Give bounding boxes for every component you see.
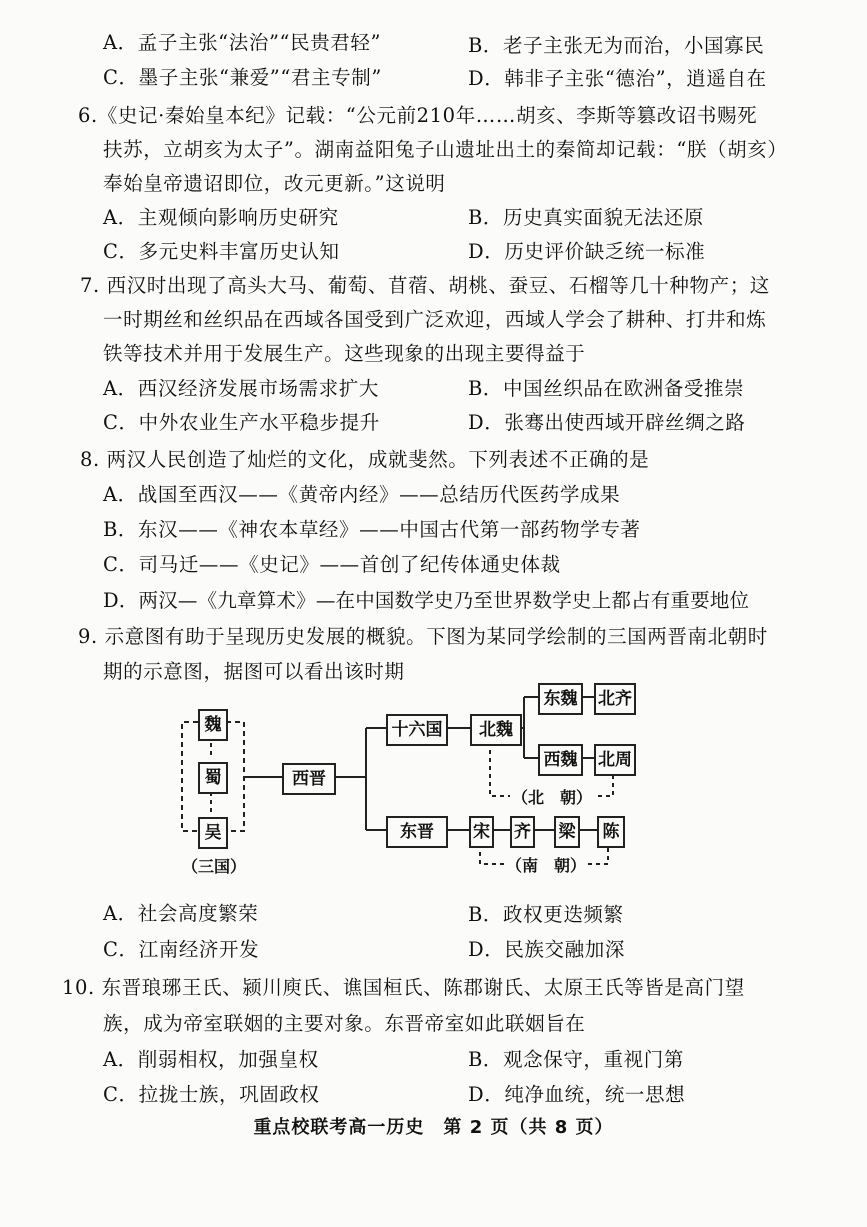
node-eastern-jin: 东晋 [386, 816, 448, 848]
node-eastern-wei: 东魏 [538, 683, 583, 715]
q5-option-a: A．孟子主张“法治”“民贵君轻” [103, 31, 382, 54]
node-wei: 魏 [198, 709, 228, 741]
q10-stem-line1: 10. 东晋琅琊王氏、颍川庾氏、谯国桓氏、陈郡谢氏、太原王氏等皆是高门望 [62, 976, 745, 999]
q7-stem-line3: 铁等技术并用于发展生产。这些现象的出现主要得益于 [103, 342, 586, 365]
node-liang: 梁 [554, 816, 580, 848]
q9-option-b: B．政权更迭频繁 [468, 903, 624, 926]
q6-stem-line1: 6.《史记·秦始皇本纪》记载：“公元前210年……胡亥、李斯等篡改诏书赐死 [78, 104, 758, 127]
q9-option-c: C．江南经济开发 [103, 938, 260, 961]
q7-option-b: B．中国丝织品在欧洲备受推崇 [468, 377, 745, 400]
node-northern-wei: 北魏 [470, 714, 522, 746]
q7-option-c: C．中外农业生产水平稳步提升 [103, 411, 380, 434]
q10-option-c: C．拉拢士族，巩固政权 [103, 1083, 320, 1106]
q6-option-c: C．多元史料丰富历史认知 [103, 240, 340, 263]
q9-stem-line2: 期的示意图，据图可以看出该时期 [103, 660, 405, 683]
q9-option-a: A．社会高度繁荣 [103, 902, 259, 925]
q8-option-b: B．东汉——《神农本草经》——中国古代第一部药物学专著 [103, 518, 641, 541]
label-three-kingdoms: （三国） [180, 854, 248, 877]
node-western-jin: 西晋 [282, 763, 336, 795]
node-song: 宋 [469, 816, 494, 848]
label-northern-dynasties: （北 朝） [510, 785, 594, 808]
q7-option-d: D．张骞出使西域开辟丝绸之路 [468, 411, 746, 434]
diagram-connectors [160, 678, 660, 878]
q6-stem-line2: 扶苏，立胡亥为太子”。湖南益阳兔子山遗址出土的秦简却记载：“朕（胡亥） [103, 138, 788, 161]
q10-option-d: D．纯净血统，统一思想 [468, 1083, 686, 1106]
q8-option-c: C．司马迁——《史记》——首创了纪传体通史体裁 [103, 553, 561, 576]
q7-stem-line2: 一时期丝和丝织品在西域各国受到广泛欢迎，西域人学会了耕种、打井和炼 [103, 308, 767, 331]
node-shu: 蜀 [198, 762, 228, 794]
node-western-wei: 西魏 [538, 744, 583, 776]
node-northern-zhou: 北周 [594, 744, 636, 776]
q10-option-b: B．观念保守，重视门第 [468, 1048, 684, 1071]
q10-stem-line2: 族，成为帝室联姻的主要对象。东晋帝室如此联姻旨在 [103, 1012, 586, 1035]
dynasty-diagram [160, 678, 660, 878]
q9-stem-line1: 9. 示意图有助于呈现历史发展的概貌。下图为某同学绘制的三国两晋南北朝时 [78, 625, 768, 648]
q7-option-a: A．西汉经济发展市场需求扩大 [103, 377, 379, 400]
q7-stem-line1: 7. 西汉时出现了高头大马、葡萄、苜蓿、胡桃、蚕豆、石榴等几十种物产；这 [80, 274, 770, 297]
node-northern-qi: 北齐 [594, 683, 636, 715]
label-southern-dynasties: （南 朝） [504, 853, 588, 876]
q6-option-b: B．历史真实面貌无法还原 [468, 206, 705, 229]
node-chen: 陈 [597, 816, 625, 848]
node-wu: 吴 [198, 817, 228, 849]
q5-option-c: C．墨子主张“兼爱”“君主专制” [103, 66, 382, 89]
q6-option-d: D．历史评价缺乏统一标准 [468, 240, 706, 263]
node-sixteen-kingdoms: 十六国 [386, 714, 448, 746]
q10-option-a: A．削弱相权，加强皇权 [103, 1048, 319, 1071]
node-qi: 齐 [510, 816, 535, 848]
q5-option-b: B．老子主张无为而治，小国寡民 [468, 34, 765, 57]
q5-option-d: D．韩非子主张“德治”，逍遥自在 [468, 67, 767, 90]
q8-stem: 8. 两汉人民创造了灿烂的文化，成就斐然。下列表述不正确的是 [80, 448, 650, 471]
q6-option-a: A．主观倾向影响历史研究 [103, 206, 339, 229]
page-footer: 重点校联考高一历史 第 2 页（共 8 页） [253, 1117, 614, 1138]
q6-stem-line3: 奉始皇帝遗诏即位，改元更新。”这说明 [103, 172, 446, 195]
q8-option-d: D．两汉—《九章算术》—在中国数学史乃至世界数学史上都占有重要地位 [103, 589, 750, 612]
q8-option-a: A．战国至西汉——《黄帝内经》——总结历代医药学成果 [103, 483, 621, 506]
q9-option-d: D．民族交融加深 [468, 938, 625, 961]
